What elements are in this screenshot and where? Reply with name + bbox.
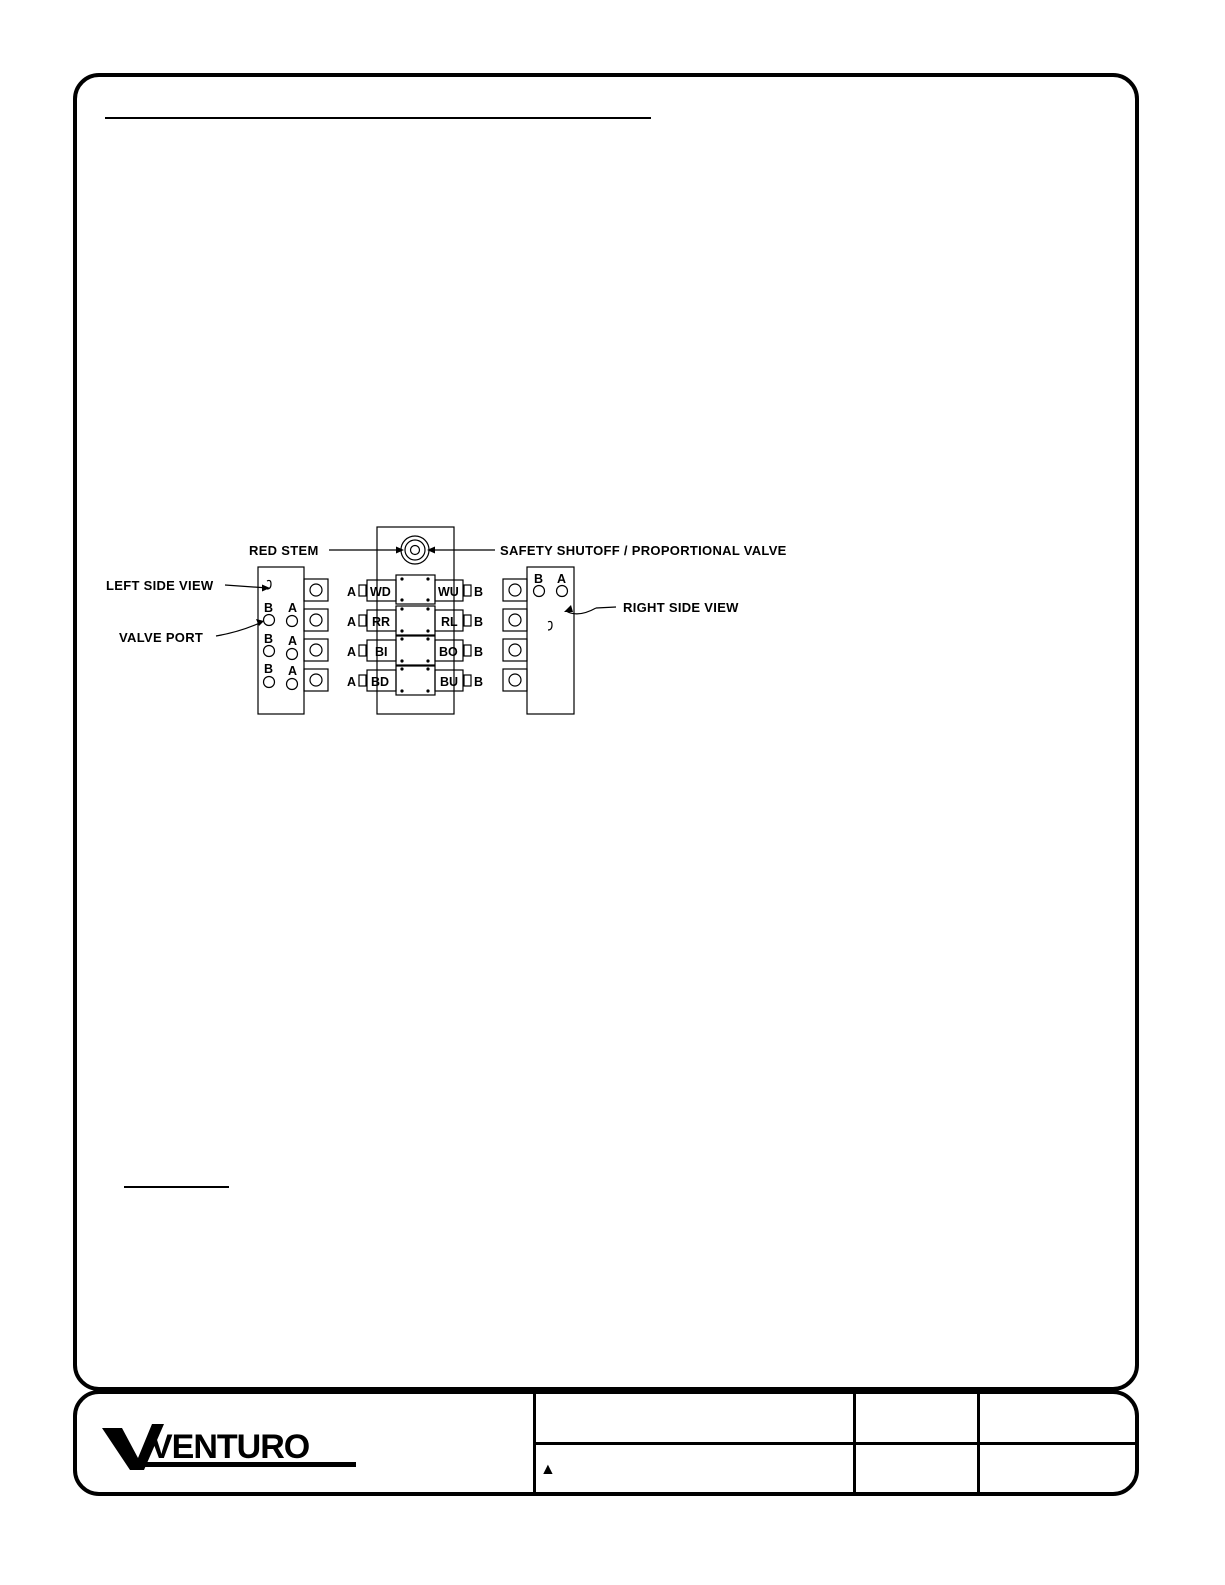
diagram-shape bbox=[400, 598, 403, 601]
right-handle-box bbox=[503, 639, 527, 661]
port-b bbox=[534, 586, 545, 597]
row-right-code: WU bbox=[438, 585, 459, 599]
port-letter: A bbox=[288, 664, 298, 678]
diagram-shape bbox=[400, 667, 403, 670]
right-handle-box bbox=[503, 609, 527, 631]
revision-marker: ▲ bbox=[540, 1461, 556, 1478]
diagram-shape bbox=[400, 577, 403, 580]
diagram-shape bbox=[509, 644, 521, 656]
port-b bbox=[264, 646, 275, 657]
row-a: A bbox=[347, 645, 357, 659]
diagram-shape bbox=[464, 585, 471, 596]
diagram-shape bbox=[405, 540, 425, 560]
diagram-shape bbox=[359, 615, 366, 626]
red-stem-label: RED STEM bbox=[249, 543, 319, 558]
diagram-shape bbox=[464, 645, 471, 656]
diagram-shape bbox=[509, 614, 521, 626]
row-right-code: BO bbox=[439, 645, 458, 659]
diagram-shape bbox=[564, 605, 573, 612]
diagram-shape bbox=[216, 622, 262, 636]
diagram-shape bbox=[310, 674, 322, 686]
diagram-shape bbox=[262, 585, 270, 592]
diagram-shape bbox=[225, 585, 268, 588]
diagram-shape bbox=[426, 607, 429, 610]
row-a: A bbox=[347, 585, 357, 599]
diagram-shape bbox=[359, 675, 366, 686]
left-handle-box bbox=[304, 639, 328, 661]
diagram-shape bbox=[426, 689, 429, 692]
left-handle-box bbox=[304, 579, 328, 601]
diagram-shape bbox=[359, 585, 366, 596]
diagram-shape bbox=[426, 659, 429, 662]
diagram-shape bbox=[509, 584, 521, 596]
right-side-view-label: RIGHT SIDE VIEW bbox=[623, 600, 739, 615]
diagram-shape bbox=[359, 645, 366, 656]
row-right-code: BU bbox=[440, 675, 459, 689]
row-left-code: BI bbox=[375, 645, 388, 659]
logo-wordmark: VENTURO bbox=[150, 1428, 310, 1466]
diagram-shape bbox=[396, 547, 404, 554]
port-b bbox=[264, 615, 275, 626]
diagram-shape bbox=[400, 637, 403, 640]
row-b: B bbox=[474, 675, 484, 689]
port-letter: A bbox=[557, 572, 567, 586]
diagram-shape bbox=[400, 689, 403, 692]
port-letter: B bbox=[264, 662, 274, 676]
port-a bbox=[287, 616, 298, 627]
port-letter: B bbox=[264, 632, 274, 646]
diagram-shape bbox=[426, 598, 429, 601]
diagram-shape bbox=[426, 629, 429, 632]
port-a bbox=[287, 679, 298, 690]
diagram-shape bbox=[426, 577, 429, 580]
diagram-shape bbox=[400, 659, 403, 662]
section-underline bbox=[124, 1186, 229, 1188]
row-b: B bbox=[474, 645, 484, 659]
diagram-shape bbox=[464, 615, 471, 626]
valve-port-label: VALVE PORT bbox=[119, 630, 204, 645]
diagram-shape bbox=[256, 619, 264, 626]
diagram-shape bbox=[310, 584, 322, 596]
valve-diagram bbox=[0, 0, 1225, 760]
right-handle-box bbox=[503, 669, 527, 691]
diagram-shape bbox=[426, 667, 429, 670]
diagram-shape bbox=[310, 614, 322, 626]
port-letter: B bbox=[534, 572, 544, 586]
diagram-shape bbox=[548, 621, 552, 630]
row-right-code: RL bbox=[441, 615, 458, 629]
port-letter: A bbox=[288, 601, 298, 615]
diagram-shape bbox=[400, 607, 403, 610]
row-left-code: RR bbox=[372, 615, 391, 629]
port-letter: B bbox=[264, 601, 274, 615]
left-handle-box bbox=[304, 669, 328, 691]
row-b: B bbox=[474, 615, 484, 629]
right-handle-box bbox=[503, 579, 527, 601]
row-a: A bbox=[347, 615, 357, 629]
safety-valve-label: SAFETY SHUTOFF / PROPORTIONAL VALVE bbox=[500, 543, 787, 558]
diagram-shape bbox=[509, 674, 521, 686]
diagram-shape bbox=[596, 607, 616, 608]
diagram-shape bbox=[426, 637, 429, 640]
row-a: A bbox=[347, 675, 357, 689]
diagram-shape bbox=[310, 644, 322, 656]
diagram-shape bbox=[464, 675, 471, 686]
diagram-shape bbox=[400, 629, 403, 632]
port-letter: A bbox=[288, 634, 298, 648]
row-left-code: WD bbox=[370, 585, 391, 599]
venturo-logo bbox=[100, 1420, 362, 1476]
row-b: B bbox=[474, 585, 484, 599]
port-a bbox=[557, 586, 568, 597]
row-left-code: BD bbox=[371, 675, 390, 689]
port-a bbox=[287, 649, 298, 660]
title-block-hline bbox=[536, 1442, 1135, 1445]
diagram-shape bbox=[411, 546, 420, 555]
left-side-view-label: LEFT SIDE VIEW bbox=[106, 578, 214, 593]
port-b bbox=[264, 677, 275, 688]
left-handle-box bbox=[304, 609, 328, 631]
